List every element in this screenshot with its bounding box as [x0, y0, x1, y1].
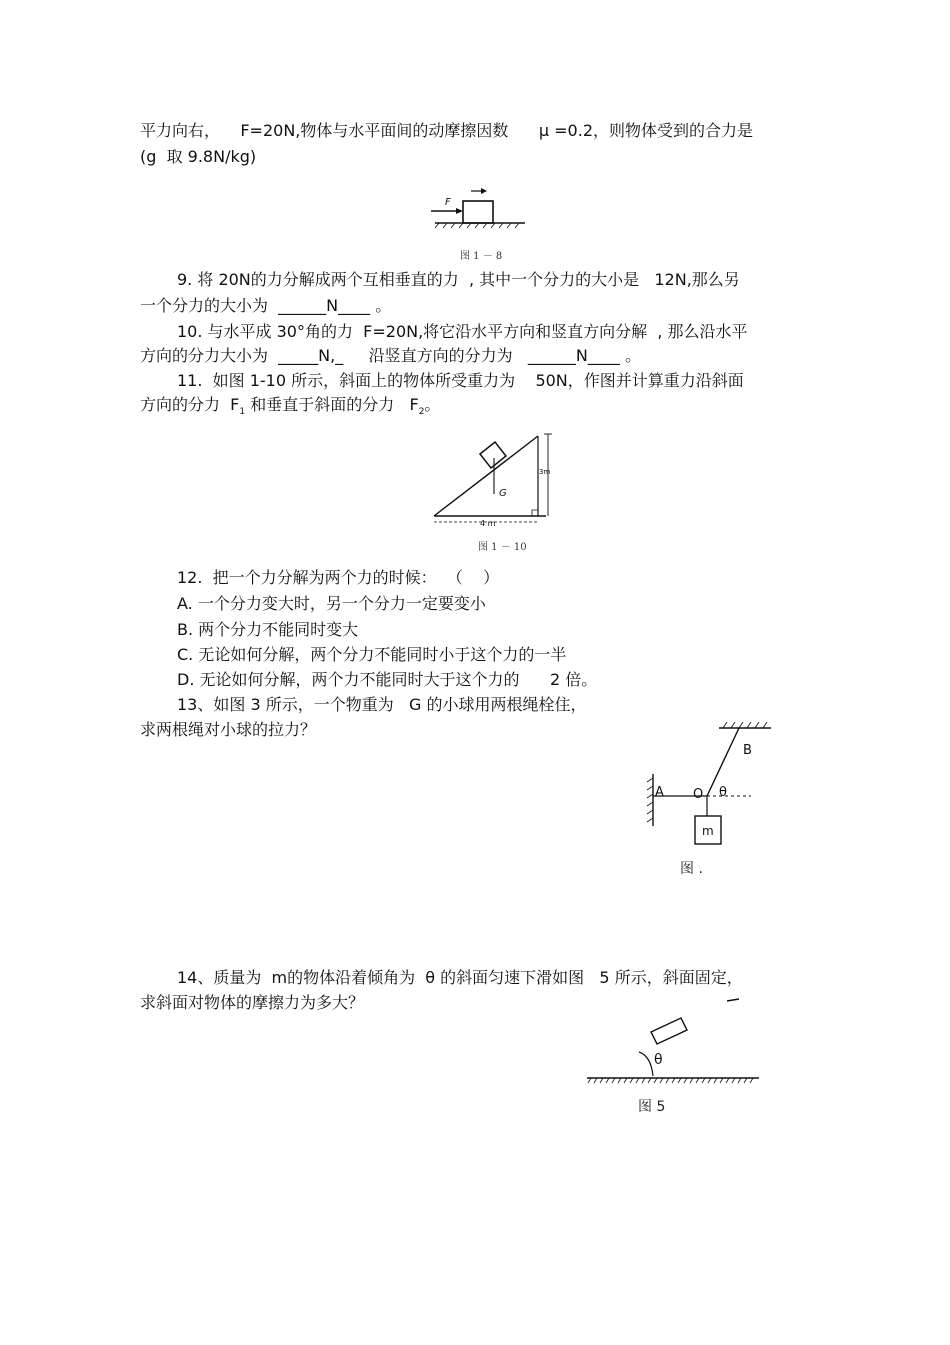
q11-figure-caption: 图 1 － 10 — [478, 542, 527, 553]
q8-text-line1: 平力向右， F=20N,物体与水平面间的动摩擦因数 μ =0.2，则物体受到的合力是 — [140, 121, 754, 140]
q13-label-m: m — [702, 824, 714, 838]
q11-text-line2: 方向的分力 $F_1$ 和垂直于斜面的分力 $F_2$。 — [140, 395, 441, 418]
q10-text-line1: 10. 与水平成 30°角的力 F=20N,将它沿水平方向和竖直方向分解 , 那么沿水平 — [177, 322, 748, 341]
q9-text-line2: 一个分力的大小为 ______N____ 。 — [140, 296, 392, 315]
figure-1-8 — [425, 175, 535, 235]
q10-text-line2: 方向的分力大小为 _____N,_ 沿竖直方向的分力为 ______N____ 。 — [140, 346, 641, 365]
q13-text-line1: 13、如图 3 所示，一个物重为 G 的小球用两根绳栓住， — [177, 695, 587, 714]
q14-text-line2: 求斜面对物体的摩擦力为多大？ — [140, 993, 365, 1012]
q9-text-line1: 9. 将 20N的力分解成两个互相垂直的力 , 其中一个分力的大小是 12N,那么另 — [177, 270, 740, 289]
q13-label-theta: θ — [719, 785, 727, 800]
q11-text-line1: 11. 如图 1-10 所示，斜面上的物体所受重力为 50N，作图并计算重力沿斜面 — [177, 371, 744, 390]
q13-label-A: A — [655, 785, 664, 800]
q13-label-O: O — [693, 787, 704, 802]
q12-stem: 12. 把一个力分解为两个力的时候： （ ） — [177, 568, 500, 587]
figure-5 — [583, 992, 763, 1087]
q12-option-c: C. 无论如何分解，两个分力不能同时小于这个力的一半 — [177, 645, 567, 664]
q8-text-line2: (g 取 9.8N/kg) — [140, 147, 257, 166]
figure-1-10 — [428, 428, 563, 528]
q14-label-theta: θ — [654, 1052, 663, 1068]
q12-option-d: D. 无论如何分解，两个力不能同时大于这个力的 2 倍。 — [177, 670, 598, 689]
q12-option-a: A. 一个分力变大时，另一个分力一定要变小 — [177, 594, 486, 613]
q13-text-line2: 求两根绳对小球的拉力？ — [140, 720, 317, 739]
q14-text-line1: 14、质量为 m的物体沿着倾角为 θ 的斜面匀速下滑如图 5 所示，斜面固定， — [177, 968, 743, 987]
q8-figure-caption: 图 1 － 8 — [460, 251, 503, 262]
q13-label-B: B — [743, 743, 752, 758]
q14-figure-caption: 图 5 — [638, 1099, 666, 1115]
figure-3 — [635, 718, 785, 853]
q12-option-b: B. 两个分力不能同时变大 — [177, 620, 359, 639]
q11-label-G: G — [499, 488, 507, 499]
q11-label-base: 4 m — [480, 519, 496, 528]
q11-label-height: 3m — [539, 468, 551, 476]
q13-figure-caption: 图 . — [680, 861, 703, 877]
q8-label-F: F — [445, 197, 451, 208]
